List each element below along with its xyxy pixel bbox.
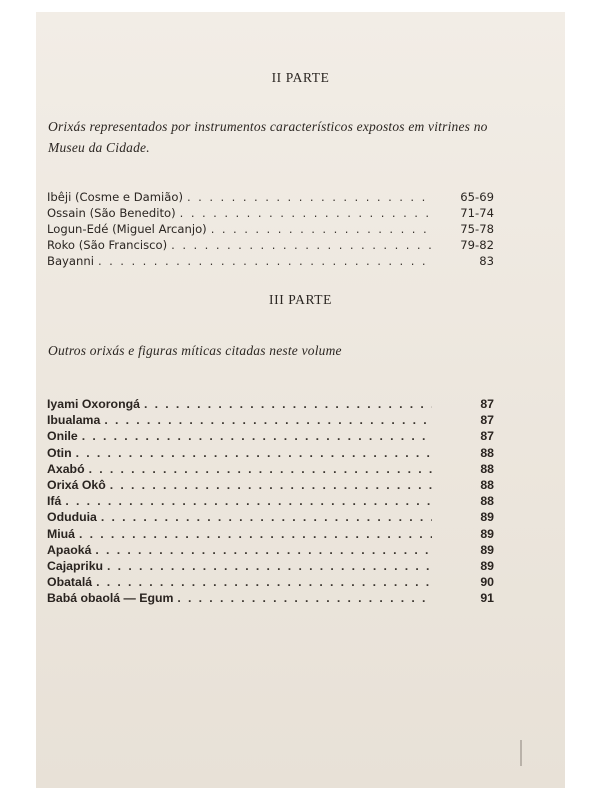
dot-leader	[104, 412, 432, 428]
dot-leader	[98, 253, 432, 269]
list-item	[47, 445, 494, 461]
list-item	[47, 509, 494, 525]
entry-name: Otin	[47, 445, 72, 460]
entry-pages: 90	[480, 575, 494, 590]
list-item	[47, 221, 494, 237]
entry-pages: 83	[479, 254, 494, 268]
dot-leader	[177, 590, 432, 606]
entry-pages: 87	[480, 429, 494, 444]
entry-name: Ossain (São Benedito)	[47, 206, 176, 220]
dot-leader	[110, 477, 432, 493]
list-item	[47, 526, 494, 542]
dot-leader	[82, 428, 432, 444]
entry-name: Apaoká	[47, 542, 92, 557]
dot-leader	[76, 445, 432, 461]
list-item	[47, 237, 494, 253]
entry-pages: 89	[480, 558, 494, 573]
entry-name: Miuá	[47, 526, 76, 541]
dot-leader	[101, 509, 432, 525]
dot-leader	[107, 558, 432, 574]
part-2-heading: II PARTE	[271, 70, 330, 85]
entry-pages: 91	[480, 591, 494, 606]
entry-pages: 79-82	[460, 238, 494, 252]
dot-leader	[79, 526, 432, 542]
entry-name: Onile	[47, 429, 78, 444]
part-3-heading: III PARTE	[269, 292, 332, 307]
entry-pages: 71-74	[460, 206, 494, 220]
entry-name: Obatalá	[47, 575, 93, 590]
entry-name: Roko (São Francisco)	[47, 238, 168, 252]
dot-leader	[65, 493, 432, 509]
dot-leader	[171, 237, 432, 253]
dot-leader	[211, 221, 432, 237]
dot-leader	[187, 189, 432, 205]
entry-pages: 87	[480, 413, 494, 428]
pencil-mark	[520, 740, 522, 766]
part-2-contents-list	[47, 189, 494, 269]
entry-name: Logun-Edé (Miguel Arcanjo)	[47, 222, 207, 236]
list-item	[47, 253, 494, 269]
dot-leader	[96, 574, 432, 590]
entry-name: Bayanni	[47, 254, 94, 268]
entry-pages: 88	[480, 461, 494, 476]
list-item	[47, 477, 494, 493]
list-item	[47, 396, 494, 412]
list-item	[47, 493, 494, 509]
entry-name: Oduduia	[47, 510, 97, 525]
list-item	[47, 558, 494, 574]
entry-name: Cajapriku	[47, 558, 104, 573]
entry-pages: 65-69	[460, 190, 494, 204]
dot-leader	[89, 461, 432, 477]
entry-name: Babá obaolá — Egum	[47, 591, 174, 606]
entry-name: Ibêji (Cosme e Damião)	[47, 190, 183, 204]
list-item	[47, 461, 494, 477]
part-3-contents-list	[47, 396, 494, 606]
list-item	[47, 574, 494, 590]
dot-leader	[95, 542, 432, 558]
entry-pages: 89	[480, 542, 494, 557]
entry-name: Ibualama	[47, 413, 101, 428]
list-item	[47, 205, 494, 221]
list-item	[47, 412, 494, 428]
list-item	[47, 542, 494, 558]
list-item	[47, 428, 494, 444]
part-2-subtitle: Orixás representados por instrumentos característicos expostos em vitrines no Museu da Cidade.	[48, 119, 488, 155]
entry-pages: 89	[480, 526, 494, 541]
list-item	[47, 590, 494, 606]
list-item	[47, 189, 494, 205]
entry-pages: 89	[480, 510, 494, 525]
dot-leader	[144, 396, 432, 412]
entry-pages: 88	[480, 477, 494, 492]
entry-pages: 88	[480, 494, 494, 509]
book-page	[36, 12, 565, 788]
entry-name: Iyami Oxorongá	[47, 397, 140, 411]
entry-pages: 88	[480, 445, 494, 460]
entry-pages: 87	[480, 397, 494, 411]
entry-name: Orixá Okô	[47, 477, 106, 492]
dot-leader	[180, 205, 432, 221]
entry-name: Ifá	[47, 494, 62, 509]
entry-pages: 75-78	[460, 222, 494, 236]
part-3-subtitle: Outros orixás e figuras míticas citadas neste volume	[48, 343, 342, 358]
entry-name: Axabó	[47, 461, 85, 476]
